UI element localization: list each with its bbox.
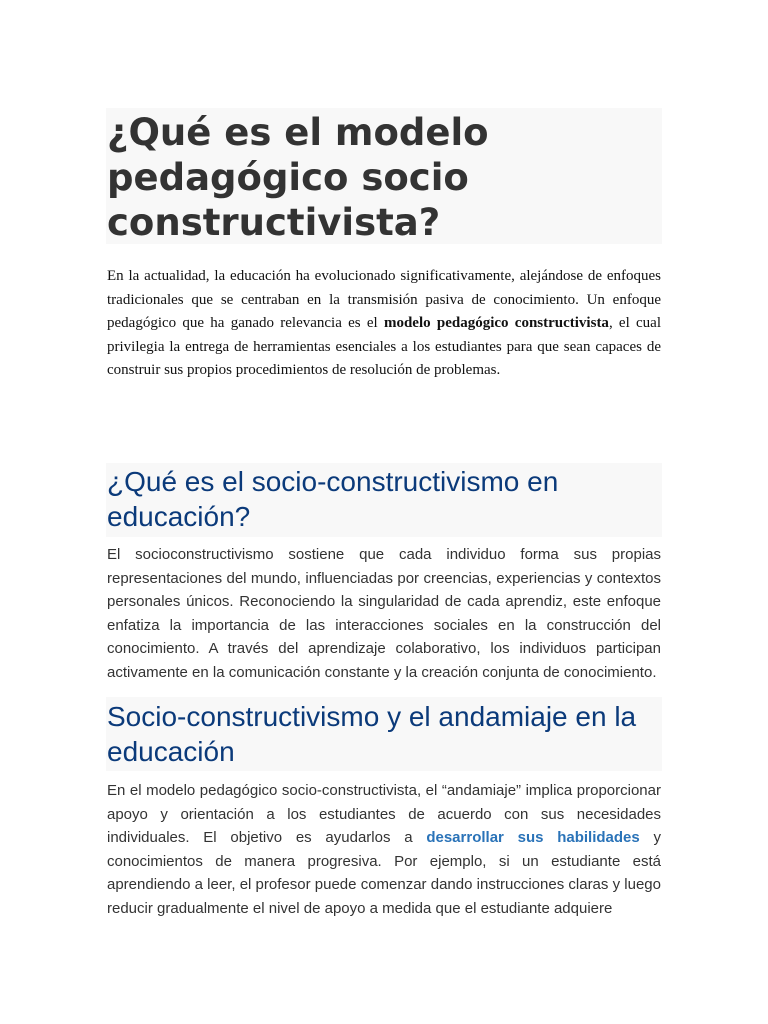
title-block <box>106 108 662 244</box>
intro-text-end: , el cual privilegia la entrega de herramientas esenciales a los estudiantes para que sean capaces de construir sus propios procedimientos de resolución de problemas. <box>107 315 661 378</box>
section-heading-block-1 <box>106 463 662 537</box>
intro-bold-term: modelo pedagógico constructivista <box>383 315 609 331</box>
intro-paragraph <box>107 265 661 383</box>
page-title: ¿Qué es el modelo pedagógico socio constructivista? <box>107 111 489 244</box>
section-paragraph-2-start: En el modelo pedagógico socio-constructivista, el “andamiaje” implica proporcionar apoyo y orientación a los estudiantes de acuerdo con sus necesidades individuales. El objetivo es ayudarlos a <box>107 782 661 846</box>
develop-skills-link[interactable]: desarrollar sus habilidades <box>426 829 640 846</box>
section-heading-1: ¿Qué es el socio-constructivismo en educación? <box>107 466 559 532</box>
section-paragraph-1: El socioconstructivismo sostiene que cada individuo forma sus propias representaciones del mundo, influenciadas por creencias, experiencias y contextos personales únicos. Reconociendo la singularidad de cada aprendiz, este enfoque enfatiza la importancia de las interacciones sociales en la construcción del conocimiento. A través del aprendizaje colaborativo, los individuos participan activamente en la comunicación constante y la creación conjunta de conocimiento. <box>107 546 661 681</box>
intro-text-start: En la actualidad, la educación ha evolucionado significativamente, alejándose de enfoques tradicionales que se centraban en la transmisión pasiva de conocimiento. Un enfoque pedagógico que ha ganado relevancia es el <box>107 268 661 331</box>
section-paragraph-2-end: y conocimientos de manera progresiva. Por ejemplo, si un estudiante está aprendiendo a leer, el profesor puede comenzar dando instrucciones claras y luego reducir gradualmente el nivel de apoyo a medida que el estudiante adquiere <box>107 829 662 917</box>
section-heading-block-2 <box>106 697 662 771</box>
section-heading-2: Socio-constructivismo y el andamiaje en la educación <box>107 701 637 767</box>
section-paragraph-2 <box>107 779 661 920</box>
